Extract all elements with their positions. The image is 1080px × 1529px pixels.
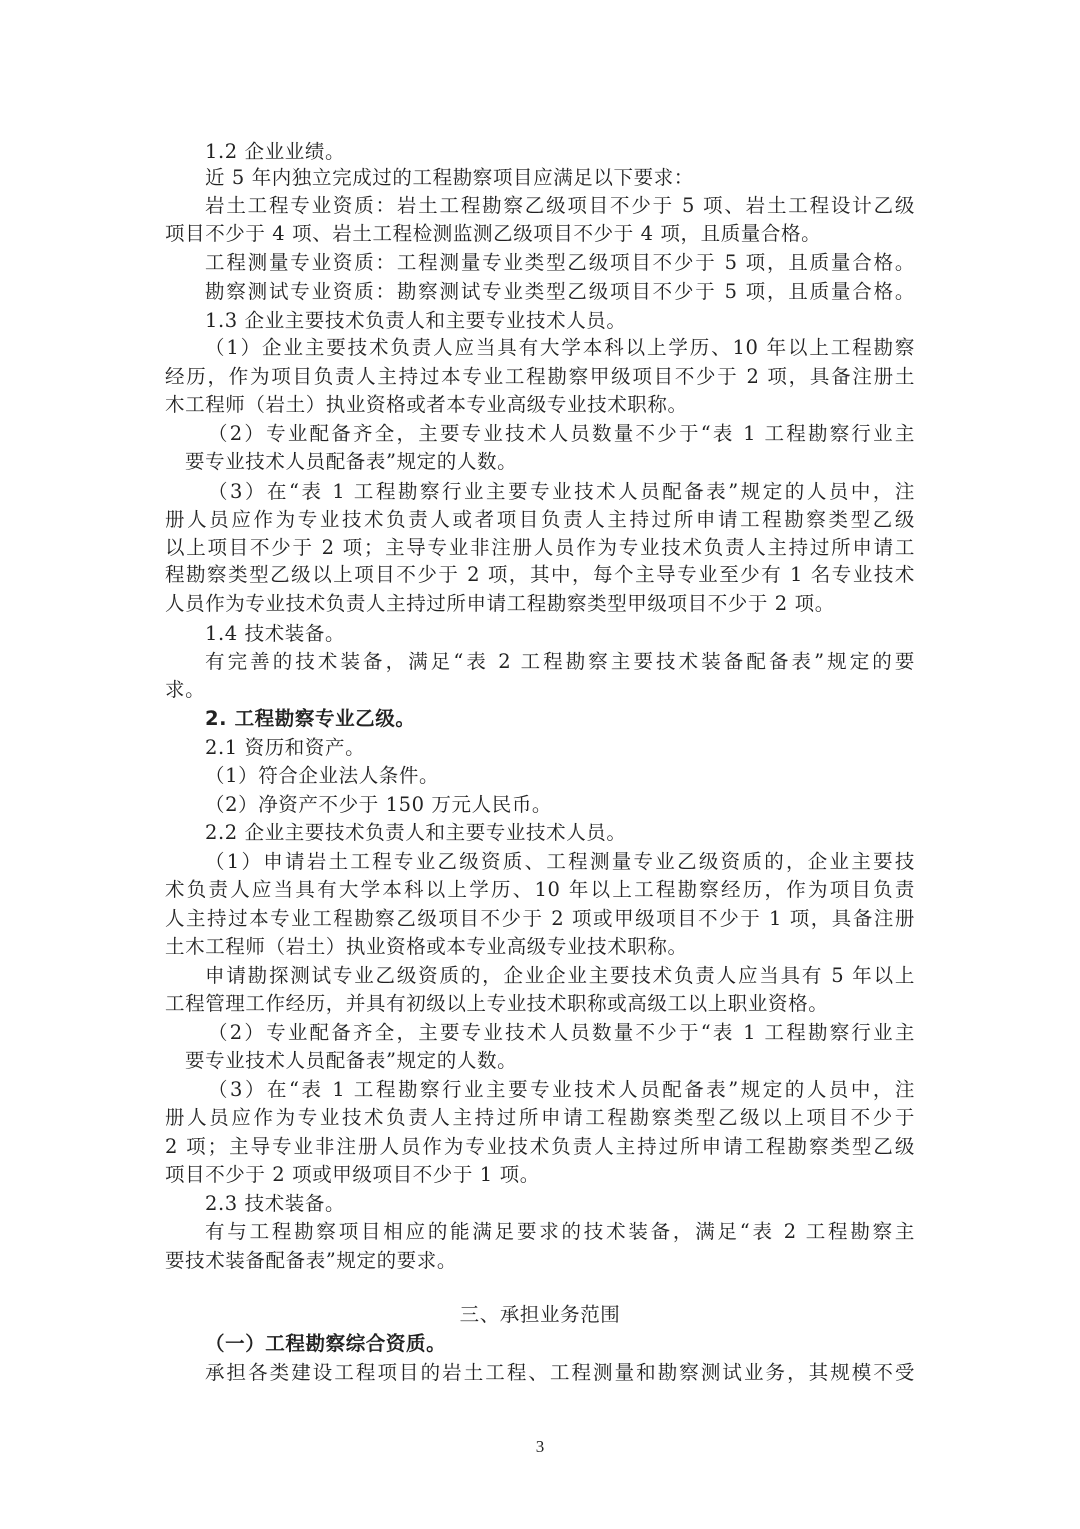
paragraph-line: （2）专业配备齐全，主要专业技术人员数量不少于“表 1 工程勘察行业主 — [208, 1021, 915, 1044]
paragraph-line: 要技术装备配备表”规定的要求。 — [165, 1249, 457, 1272]
paragraph-line: 工程管理工作经历，并具有初级以上专业技术职称或高级工以上职业资格。 — [165, 992, 829, 1015]
heading-2-2: 2.2 企业主要技术负责人和主要专业技术人员。 — [205, 821, 627, 844]
subsection-heading: （一）工程勘察综合资质。 — [205, 1332, 447, 1355]
heading-2-1: 2.1 资历和资产。 — [205, 736, 366, 759]
paragraph-line: 2 项；主导专业非注册人员作为专业技术负责人主持过所申请工程勘察类型乙级 — [165, 1135, 915, 1158]
paragraph-line: 项目不少于 2 项或甲级项目不少于 1 项。 — [165, 1163, 540, 1186]
paragraph-line: （2）净资产不少于 150 万元人民币。 — [205, 793, 553, 816]
paragraph-line: 册人员应作为专业技术负责人主持过所申请工程勘察类型乙级以上项目不少于 — [165, 1106, 915, 1129]
paragraph-line: 要专业技术人员配备表”规定的人数。 — [185, 1049, 518, 1072]
paragraph-line: 项目不少于 4 项、岩土工程检测监测乙级项目不少于 4 项，且质量合格。 — [165, 222, 822, 245]
page-number: 3 — [535, 1437, 545, 1456]
paragraph-line: 册人员应作为专业技术负责人或者项目负责人主持过所申请工程勘察类型乙级 — [165, 508, 915, 531]
paragraph-line: 以上项目不少于 2 项；主导专业非注册人员作为专业技术负责人主持过所申请工 — [165, 536, 915, 559]
paragraph-line: 程勘察类型乙级以上项目不少于 2 项，其中，每个主导专业至少有 1 名专业技术 — [165, 563, 915, 586]
paragraph-line: 工程测量专业资质：工程测量专业类型乙级项目不少于 5 项，且质量合格。 — [205, 251, 915, 274]
paragraph-line: 人员作为专业技术负责人主持过所申请工程勘察类型甲级项目不少于 2 项。 — [165, 592, 835, 615]
paragraph-line: （1）符合企业法人条件。 — [205, 764, 440, 787]
paragraph-line: 勘察测试专业资质：勘察测试专业类型乙级项目不少于 5 项，且质量合格。 — [205, 280, 915, 303]
paragraph-line: 土木工程师（岩土）执业资格或本专业高级专业技术职称。 — [165, 935, 688, 958]
paragraph-line: 岩土工程专业资质：岩土工程勘察乙级项目不少于 5 项、岩土工程设计乙级 — [205, 194, 915, 217]
paragraph-line: （1）企业主要技术负责人应当具有大学本科以上学历、10 年以上工程勘察 — [205, 336, 915, 359]
heading-1-4: 1.4 技术装备。 — [205, 622, 346, 645]
heading-2-3: 2.3 技术装备。 — [205, 1192, 346, 1215]
paragraph-line: 要专业技术人员配备表”规定的人数。 — [185, 450, 518, 473]
paragraph-line: 近 5 年内独立完成过的工程勘察项目应满足以下要求： — [205, 166, 694, 189]
paragraph-line: 有完善的技术装备，满足“表 2 工程勘察主要技术装备配备表”规定的要 — [205, 650, 915, 673]
paragraph-line: 经历，作为项目负责人主持过本专业工程勘察甲级项目不少于 2 项，具备注册土 — [165, 365, 915, 388]
paragraph-line: 承担各类建设工程项目的岩土工程、工程测量和勘察测试业务，其规模不受 — [205, 1361, 915, 1384]
paragraph-line: 求。 — [165, 678, 206, 701]
paragraph-line: 木工程师（岩土）执业资格或者本专业高级专业技术职称。 — [165, 393, 688, 416]
paragraph-line: （3）在“表 1 工程勘察行业主要专业技术人员配备表”规定的人员中，注 — [208, 480, 915, 503]
heading-1-3: 1.3 企业主要技术负责人和主要专业技术人员。 — [205, 309, 627, 332]
section-heading-2: 2. 工程勘察专业乙级。 — [205, 707, 416, 730]
paragraph-line: 人主持过本专业工程勘察乙级项目不少于 2 项或甲级项目不少于 1 项，具备注册 — [165, 907, 915, 930]
heading-1-2: 1.2 企业业绩。 — [205, 140, 346, 163]
paragraph-line: （2）专业配备齐全，主要专业技术人员数量不少于“表 1 工程勘察行业主 — [208, 422, 915, 445]
paragraph-line: 申请勘探测试专业乙级资质的，企业企业主要技术负责人应当具有 5 年以上 — [205, 964, 915, 987]
paragraph-line: 术负责人应当具有大学本科以上学历、10 年以上工程勘察经历，作为项目负责 — [165, 878, 915, 901]
paragraph-line: （3）在“表 1 工程勘察行业主要专业技术人员配备表”规定的人员中，注 — [208, 1078, 915, 1101]
paragraph-line: （1）申请岩土工程专业乙级资质、工程测量专业乙级资质的，企业主要技 — [205, 850, 915, 873]
paragraph-line: 有与工程勘察项目相应的能满足要求的技术装备，满足“表 2 工程勘察主 — [205, 1220, 915, 1243]
section-title: 三、承担业务范围 — [459, 1303, 621, 1326]
